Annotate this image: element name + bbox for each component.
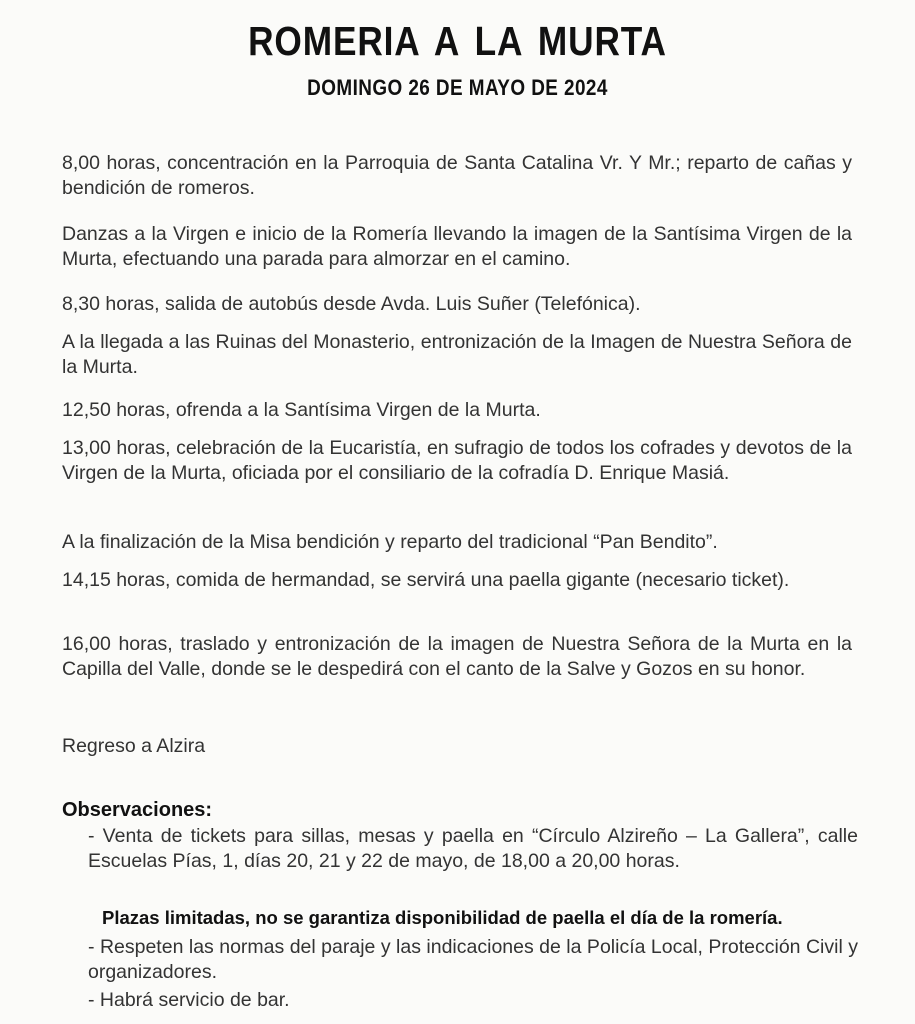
observation-item: - Venta de tickets para sillas, mesas y paella en “Círculo Alzireño – La Gallera”, calle Escuelas Pías, 1, días 20, 21 y 22 de mayo, de 18,00 a 20,00 horas.: [88, 825, 858, 872]
program-paragraph: A la llegada a las Ruinas del Monasterio, entronización de la Imagen de Nuestra Señora de la Murta.: [62, 331, 852, 378]
page-title: ROMERIA A LA MURTA: [248, 18, 667, 64]
observations-heading: Observaciones:: [62, 799, 213, 821]
program-paragraph: 8,30 horas, salida de autobús desde Avda. Luis Suñer (Telefónica).: [62, 293, 641, 315]
program-paragraph: 8,00 horas, concentración en la Parroquia de Santa Catalina Vr. Y Mr.; reparto de cañas y bendición de romeros.: [62, 152, 852, 199]
program-paragraph: Regreso a Alzira: [62, 735, 206, 757]
program-paragraph: Danzas a la Virgen e inicio de la Romería llevando la imagen de la Santísima Virgen de la Murta, efectuando una parada para almorzar en el camino.: [62, 223, 852, 270]
observation-item: - Respeten las normas del paraje y las indicaciones de la Policía Local, Protección Civil y organizadores.: [88, 936, 858, 983]
program-paragraph: 12,50 horas, ofrenda a la Santísima Virgen de la Murta.: [62, 399, 541, 421]
page-subtitle: DOMINGO 26 DE MAYO DE 2024: [307, 75, 608, 100]
program-paragraph: 16,00 horas, traslado y entronización de la imagen de Nuestra Señora de la Murta en la Capilla del Valle, donde se le despedirá con el canto de la Salve y Gozos en su honor.: [62, 633, 852, 680]
observation-item: - Habrá servicio de bar.: [88, 989, 290, 1011]
program-paragraph: 13,00 horas, celebración de la Eucaristía, en sufragio de todos los cofrades y devotos de la Virgen de la Murta, oficiada por el consiliario de la cofradía D. Enrique Masiá.: [62, 437, 852, 484]
program-paragraph: 14,15 horas, comida de hermandad, se servirá una paella gigante (necesario ticket).: [62, 569, 790, 591]
program-paragraph: A la finalización de la Misa bendición y reparto del tradicional “Pan Bendito”.: [62, 531, 718, 553]
observation-notice: Plazas limitadas, no se garantiza disponibilidad de paella el día de la romería.: [102, 907, 783, 928]
